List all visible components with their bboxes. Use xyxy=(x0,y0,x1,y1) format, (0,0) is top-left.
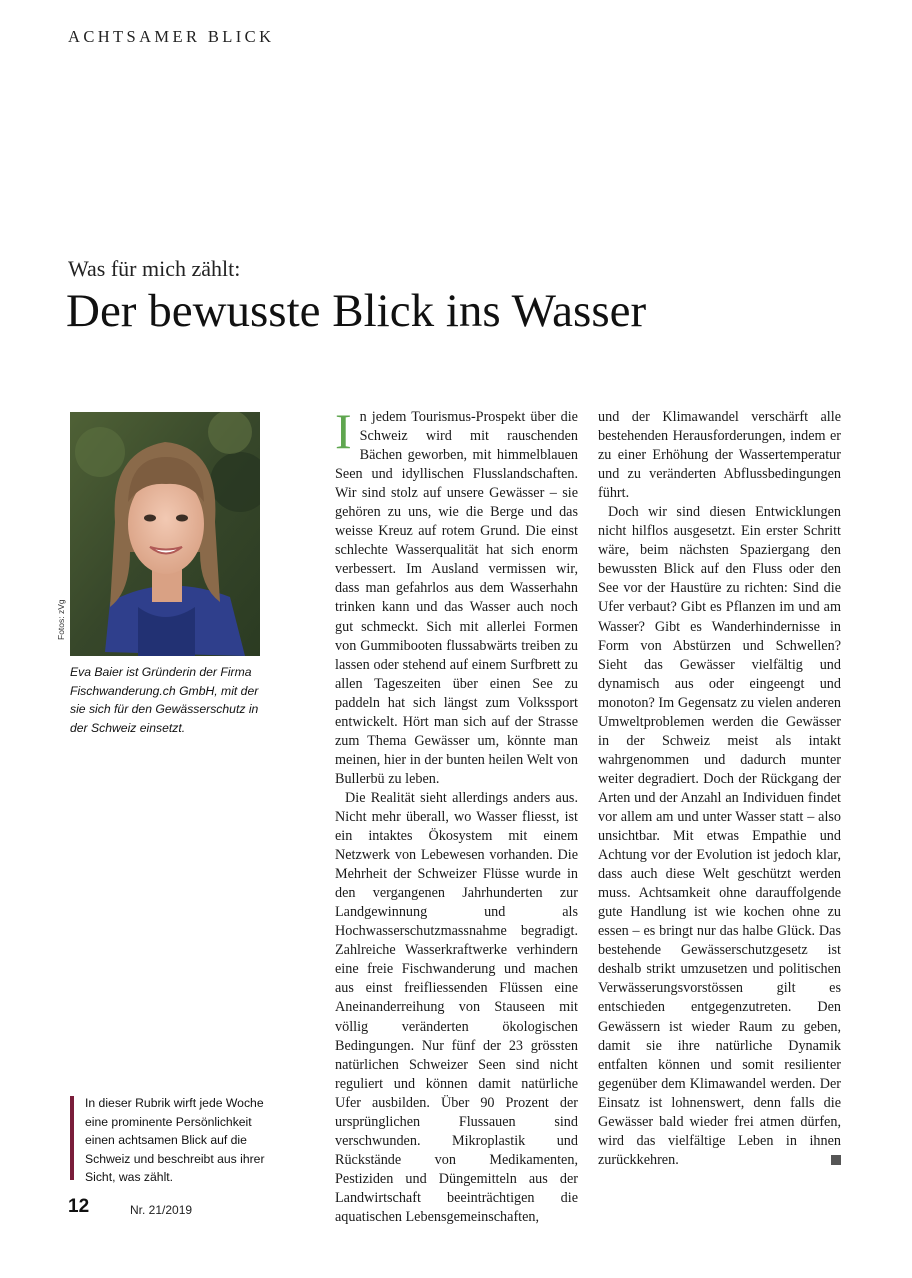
section-label: ACHTSAMER BLICK xyxy=(68,27,275,46)
issue-number: Nr. 21/2019 xyxy=(130,1203,193,1217)
rubric-note: In dieser Rubrik wirft jede Woche eine prominente Persönlichkeit einen achtsamen Blick auf die Schweiz und beschreibt aus ihrer Sicht, was zählt. xyxy=(85,1096,265,1185)
article-column-1 xyxy=(335,403,578,1227)
drop-cap: I xyxy=(335,403,352,459)
article-title: Der bewusste Blick ins Wasser xyxy=(66,285,647,337)
page-number: 12 xyxy=(68,1196,90,1217)
rubric-accent-bar xyxy=(70,1096,74,1180)
photo-credit: Fotos: zVg xyxy=(56,599,66,640)
paragraph: In jedem Tourismus-Prospekt über die Schweiz wird mit rauschenden Bächen geworben, mit himmelblauen Seen und idyllischen Flusslandschaften. Wir sind stolz auf unsere Gewässer – sie gehören zu uns, wie die Berge und das weisse Kreuz auf rotem Grund. Die einst schlechte Wasserqualität hat sich enorm verbessert. Im Ausland vermissen wir, dass man gefahrlos aus dem Wasserhahn trinken kann und das Wasser auch noch gut schmeckt. Sich mit allerlei Formen von Gummibooten flussabwärts treiben zu lassen oder stehend auf einem Surfbrett zu allen Tageszeiten über einen See zu paddeln hat sich längst zum Volkssport entwickelt. Hört man sich auf der Strasse zum Thema Gewässer um, könnte man meinen, hier in der bunten heilen Welt von Bullerbü zu leben. xyxy=(335,403,578,787)
paragraph: Die Realität sieht allerdings anders aus. Nicht mehr überall, wo Wasser fliesst, ist ein intaktes Ökosystem mit einem Netzwerk von Lebewesen vorhanden. Die Mehrheit der Schweizer Flüsse wurde in den vergangenen Jahrhunderten zur Landgewinnung und als Hochwasserschutzmassnahme begradigt. Zahlreiche Wasserkraftwerke verhindern eine freie Fischwanderung und machen aus einst freifliessenden Flüssen eine Aneinanderreihung von Stauseen mit völlig veränderten ökologischen Bedingungen. Nur fünf der 23 grössten natürlichen Schweizer Seen sind nicht reguliert und können damit natürliche Ufer ausbilden. Über 90 Prozent der ursprünglichen Flussauen sind verschwunden. Mikroplastik und Rückstände von Medikamenten, Pestiziden und Düngemitteln aus der Landwirtschaft beeinträchtigen die aquatischen Lebensgemeinschaften, xyxy=(335,789,578,1225)
article-column-2 xyxy=(598,408,841,1170)
photo-caption: Eva Baier ist Gründerin der Firma Fischwanderung.ch GmbH, mit der sie sich für den Gewässerschutz in der Schweiz einsetzt. xyxy=(70,665,259,735)
article-kicker: Was für mich zählt: xyxy=(68,256,241,281)
end-of-article-icon xyxy=(831,1155,841,1165)
portrait-photo xyxy=(70,412,260,656)
paragraph: und der Klimawandel verschärft alle bestehenden Herausforderungen, indem er zu einer Erhöhung der Wassertemperatur und zu veränderten Abflussbedingungen führt. xyxy=(598,409,841,502)
paragraph: Doch wir sind diesen Entwicklungen nicht hilflos ausgesetzt. Ein erster Schritt wäre, beim nächsten Spaziergang den bewussten Blick auf den Fluss oder den See vor der Haustüre zu richten: Sind die Ufer verbaut? Gibt es Pflanzen im und am Wasser? Gibt es Wanderhindernisse in Form von Abstürzen und Schwellen? Sieht das Gewässer vielfältig und dynamisch aus oder eingeengt und monoton? Im Gegensatz zu vielen anderen Umweltproblemen werden die Gewässer in der Schweiz meist als intakt wahrgenommen und dadurch munter weiter degradiert. Doch der Rückgang der Arten und der Anzahl an Individuen findet vor allem am und unter Wasser statt – also unsichtbar. Mit etwas Empathie und Achtung vor der Evolution ist jedoch klar, dass auch diese Welt geschützt werden muss. Achtsamkeit ohne darauffolgende gute Handlung ist wie kochen ohne zu essen – es bringt nur das halbe Glück. Das bestehende Gewässerschutzgesetz ist deshalb strikt umzusetzen und politischen Verwässerungsvorstössen gilt es entschieden entgegenzutreten. Den Gewässern ist wieder Raum zu geben, damit sie ihre natürliche Dynamik entfalten können und somit resilienter gegenüber dem Klimawandel werden. Der Einsatz ist lohnenswert, denn falls die Gewässer bald wieder frei atmen dürfen, wird das vielfältige Leben in ihnen zurückkehren. xyxy=(598,504,841,1168)
